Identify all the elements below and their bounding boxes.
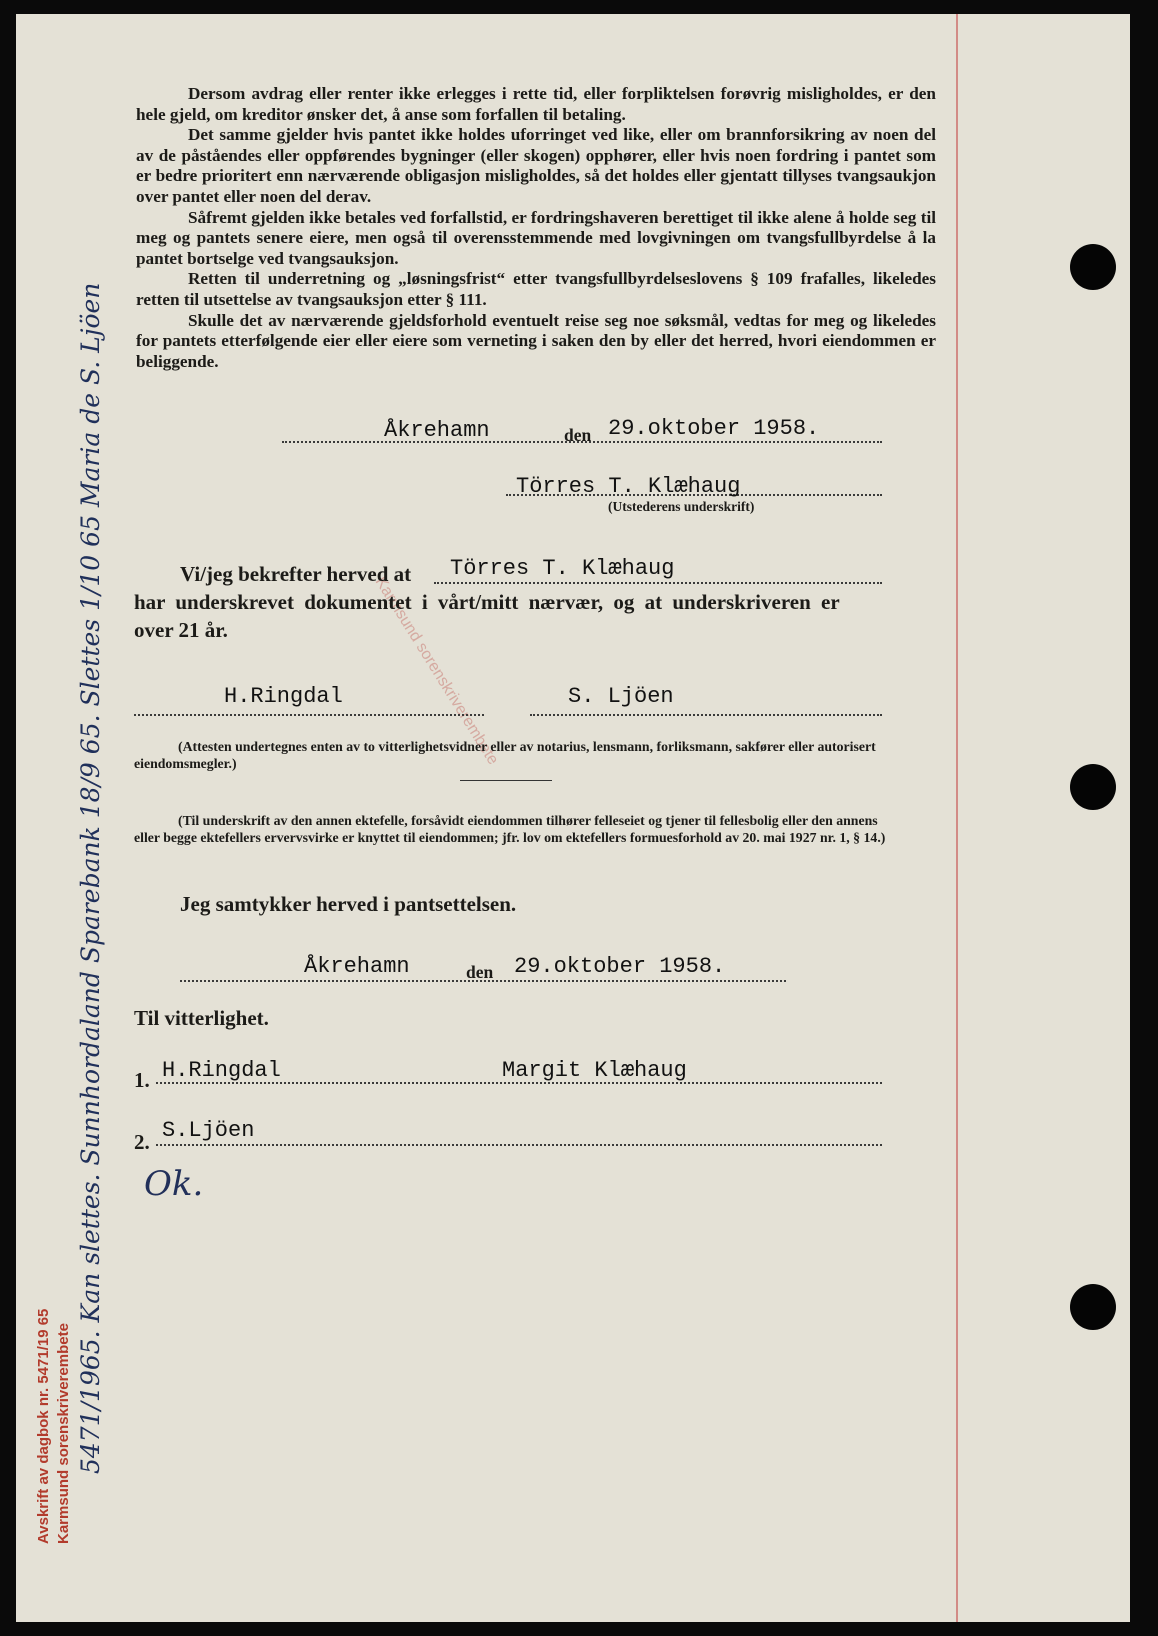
witness-line bbox=[156, 1144, 882, 1146]
paragraph: Retten til underretning og „løsningsfrist“ etter tvangsfullbyrdelseslovens § 109 frafalles, likeledes retten til utsettelse av tvangsauksjon etter § 111. bbox=[136, 269, 936, 309]
spouse-signature: Margit Klæhaug bbox=[502, 1058, 687, 1083]
witness-line bbox=[134, 714, 484, 716]
paragraph: Skulle det av nærværende gjeldsforhold eventuelt reise seg noe søksmål, vedtas for meg og likeledes for pantets etterfølgende eier eller eiere som verneting i saken den by eller det herred, hvori eiendommen er beliggende. bbox=[136, 310, 936, 371]
witness-number: 1. bbox=[134, 1068, 150, 1092]
witness-2: S.Ljöen bbox=[162, 1118, 255, 1143]
spouse-note: (Til underskrift av den annen ektefelle, forsåvidt eiendommen tilhører felleseiet og tjener til fellesbolig eller den annens eller begge ektefellers ervervsvirke er knyttet til eiendommen; jfr. lov om ektefellers formuesforhold av 20. mai 1927 nr. 1, § 14.) bbox=[134, 813, 886, 845]
paragraph: Det samme gjelder hvis pantet ikke holdes uforringet ved like, eller om brannforsikring av noen del av de påståendes eller oppførendes bygninger (eller skogen) opphører, eller hvis noen fordring i pantet som er bedre prioritert enn nærværende obligasjon misligholdes, så det holdes eller gjentatt tillyses tvangsaukjon over pantet eller noen del derav. bbox=[136, 125, 936, 206]
punch-hole bbox=[1070, 1284, 1116, 1330]
witness-a: H.Ringdal bbox=[224, 684, 343, 709]
name-line bbox=[434, 582, 882, 584]
date-field: 29.oktober 1958. bbox=[608, 416, 820, 441]
den-label: den bbox=[466, 962, 494, 982]
confirm-line: over 21 år. bbox=[134, 618, 228, 642]
margin-red-line bbox=[956, 14, 958, 1622]
paragraph: Såfremt gjelden ikke betales ved forfallstid, er fordringshaveren berettiget til ikke alene å holde seg til meg og pantets senere eiere, men også til overensstemmende med lovgivningen om tvangsfullbyrdelse å la pantet bortselge ved tvangsauksjon. bbox=[136, 207, 936, 268]
date-field: 29.oktober 1958. bbox=[514, 954, 726, 979]
stamp-line: Karmsund sorenskriverembete bbox=[55, 1323, 72, 1544]
witness-b: S. Ljöen bbox=[568, 684, 674, 709]
attest-note: (Attesten undertegnes enten av to vitterlighetsvidner eller av notarius, lensmann, forliksmann, sakfører eller autorisert eiendomsmegler.) bbox=[134, 739, 876, 771]
issuer-caption: (Utstederens underskrift) bbox=[608, 499, 755, 514]
punch-hole bbox=[1070, 244, 1116, 290]
terms-text bbox=[136, 84, 936, 372]
document-page bbox=[16, 14, 1130, 1622]
confirm-name: Törres T. Klæhaug bbox=[450, 556, 675, 581]
confirm-prefix: Vi/jeg bekrefter herved at bbox=[180, 562, 412, 586]
handwritten-margin-note: 5471/1965. Kan slettes. Sunnhordaland Sparebank 18/9 65. Slettes 1/10 65 Maria de S. Ljöen bbox=[76, 282, 105, 1474]
divider bbox=[460, 780, 552, 781]
issuer-signature: Törres T. Klæhaug bbox=[516, 474, 741, 499]
registry-stamp bbox=[34, 1309, 74, 1544]
witness-number: 2. bbox=[134, 1130, 150, 1154]
initials: Ok. bbox=[144, 1164, 204, 1204]
place-field: Åkrehamn bbox=[384, 418, 490, 443]
confirm-line: har underskrevet dokumentet i vårt/mitt nærvær, og at underskriveren er bbox=[134, 590, 840, 614]
place-field: Åkrehamn bbox=[304, 954, 410, 979]
paragraph: Dersom avdrag eller renter ikke erlegges i rette tid, eller forpliktelsen forøvrig misligholdes, er den hele gjeld, om kreditor ønsker det, å anse som forfallen til betaling. bbox=[136, 84, 936, 124]
consent-text: Jeg samtykker herved i pantsettelsen. bbox=[180, 892, 517, 916]
den-label: den bbox=[564, 425, 592, 445]
witness-line bbox=[530, 714, 882, 716]
stamp-line: Avskrift av dagbok nr. 5471/19 65 bbox=[35, 1308, 52, 1544]
punch-hole bbox=[1070, 764, 1116, 810]
witness-1: H.Ringdal bbox=[162, 1058, 281, 1083]
til-vitterlighet: Til vitterlighet. bbox=[134, 1006, 269, 1030]
faded-stamp: Karmsund sorenskriverembete bbox=[371, 574, 502, 768]
